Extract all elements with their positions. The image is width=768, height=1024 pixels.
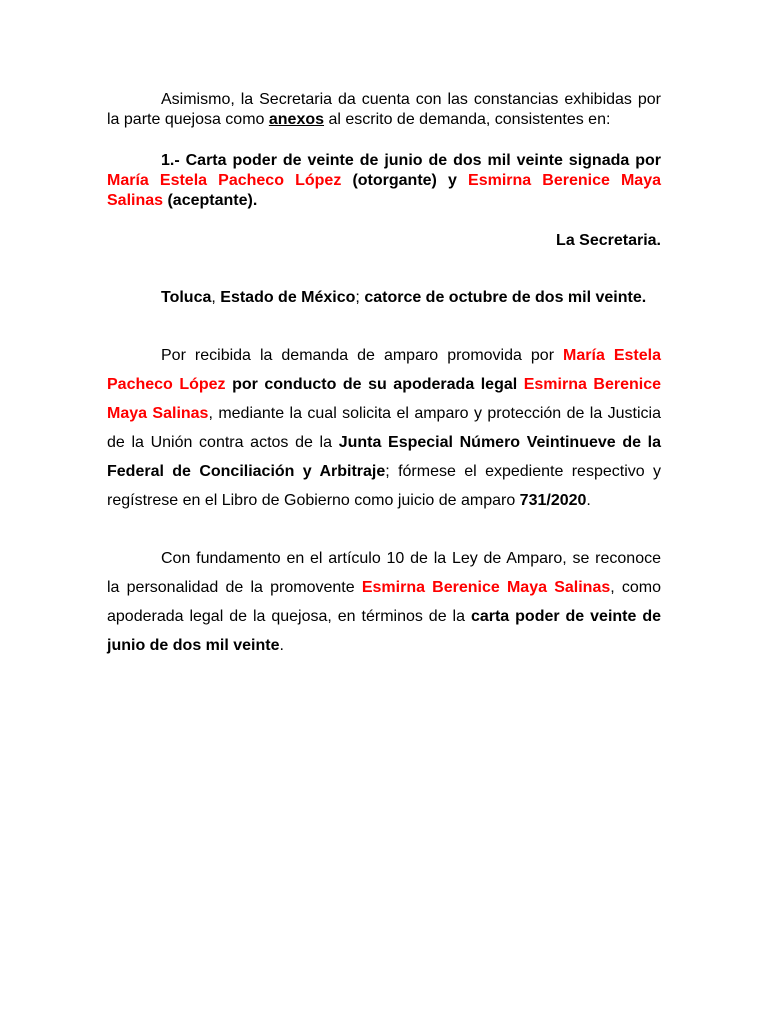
basis-paragraph: [107, 544, 661, 660]
annex-item-1: [107, 151, 661, 211]
case-number: 731/2020: [519, 492, 587, 509]
anexos-label: anexos: [268, 111, 325, 128]
state-name: Estado de México: [220, 289, 356, 306]
basis-text-2: , como apoderada legal de la quejosa, en términos de la: [107, 579, 662, 625]
place-separator-1: ,: [211, 289, 221, 306]
annex-acceptor-name: Esmirna Berenice Maya Salinas: [107, 172, 662, 209]
intro-paragraph: [107, 90, 661, 130]
received-text-2: por conducto de su apoderada legal: [225, 376, 524, 393]
received-apoderada-name: Esmirna Berenice Maya Salinas: [107, 376, 661, 422]
received-text-5: .: [586, 492, 591, 509]
intro-text-1: Asimismo, la Secretaria da cuenta con las constancias exhibidas por la parte quejosa como: [107, 91, 661, 128]
received-promovente-name: María Estela Pacheco López: [107, 347, 661, 393]
document-page: [107, 90, 661, 660]
basis-document-name: carta poder de veinte de junio de dos mil veinte: [107, 608, 662, 654]
annex-grantor-name: María Estela Pacheco López: [107, 172, 342, 189]
place-date-line: [107, 288, 661, 308]
annex-item-text-3: (aceptante).: [163, 192, 258, 209]
intro-text-2: al escrito de demanda, consistentes en:: [324, 111, 611, 128]
annex-item-text-2: (otorgante) y: [341, 172, 469, 189]
received-text-1: Por recibida la demanda de amparo promovida por: [161, 347, 564, 364]
place-separator-2: ;: [355, 289, 365, 306]
received-text-3: , mediante la cual solicita el amparo y protección de la Justicia de la Unión contra actos de la: [107, 405, 662, 451]
resolution-date: catorce de octubre de dos mil veinte.: [364, 289, 647, 306]
basis-text-3: .: [279, 637, 284, 654]
city-name: Toluca: [161, 289, 212, 306]
basis-promovente-name: Esmirna Berenice Maya Salinas: [361, 579, 611, 596]
authority-name: Junta Especial Número Veintinueve de la Federal de Conciliación y Arbitraje: [107, 434, 662, 480]
received-text-4: ; fórmese el expediente respectivo y regístrese en el Libro de Gobierno como juicio de amparo: [107, 463, 662, 509]
annex-item-text-1: 1.- Carta poder de veinte de junio de dos mil veinte signada por: [161, 152, 661, 169]
basis-text-1: Con fundamento en el artículo 10 de la Ley de Amparo, se reconoce la personalidad de la promovente: [107, 550, 661, 596]
secretaria-signature: [107, 231, 661, 251]
secretaria-label: La Secretaria.: [556, 232, 661, 249]
received-paragraph: [107, 341, 661, 515]
